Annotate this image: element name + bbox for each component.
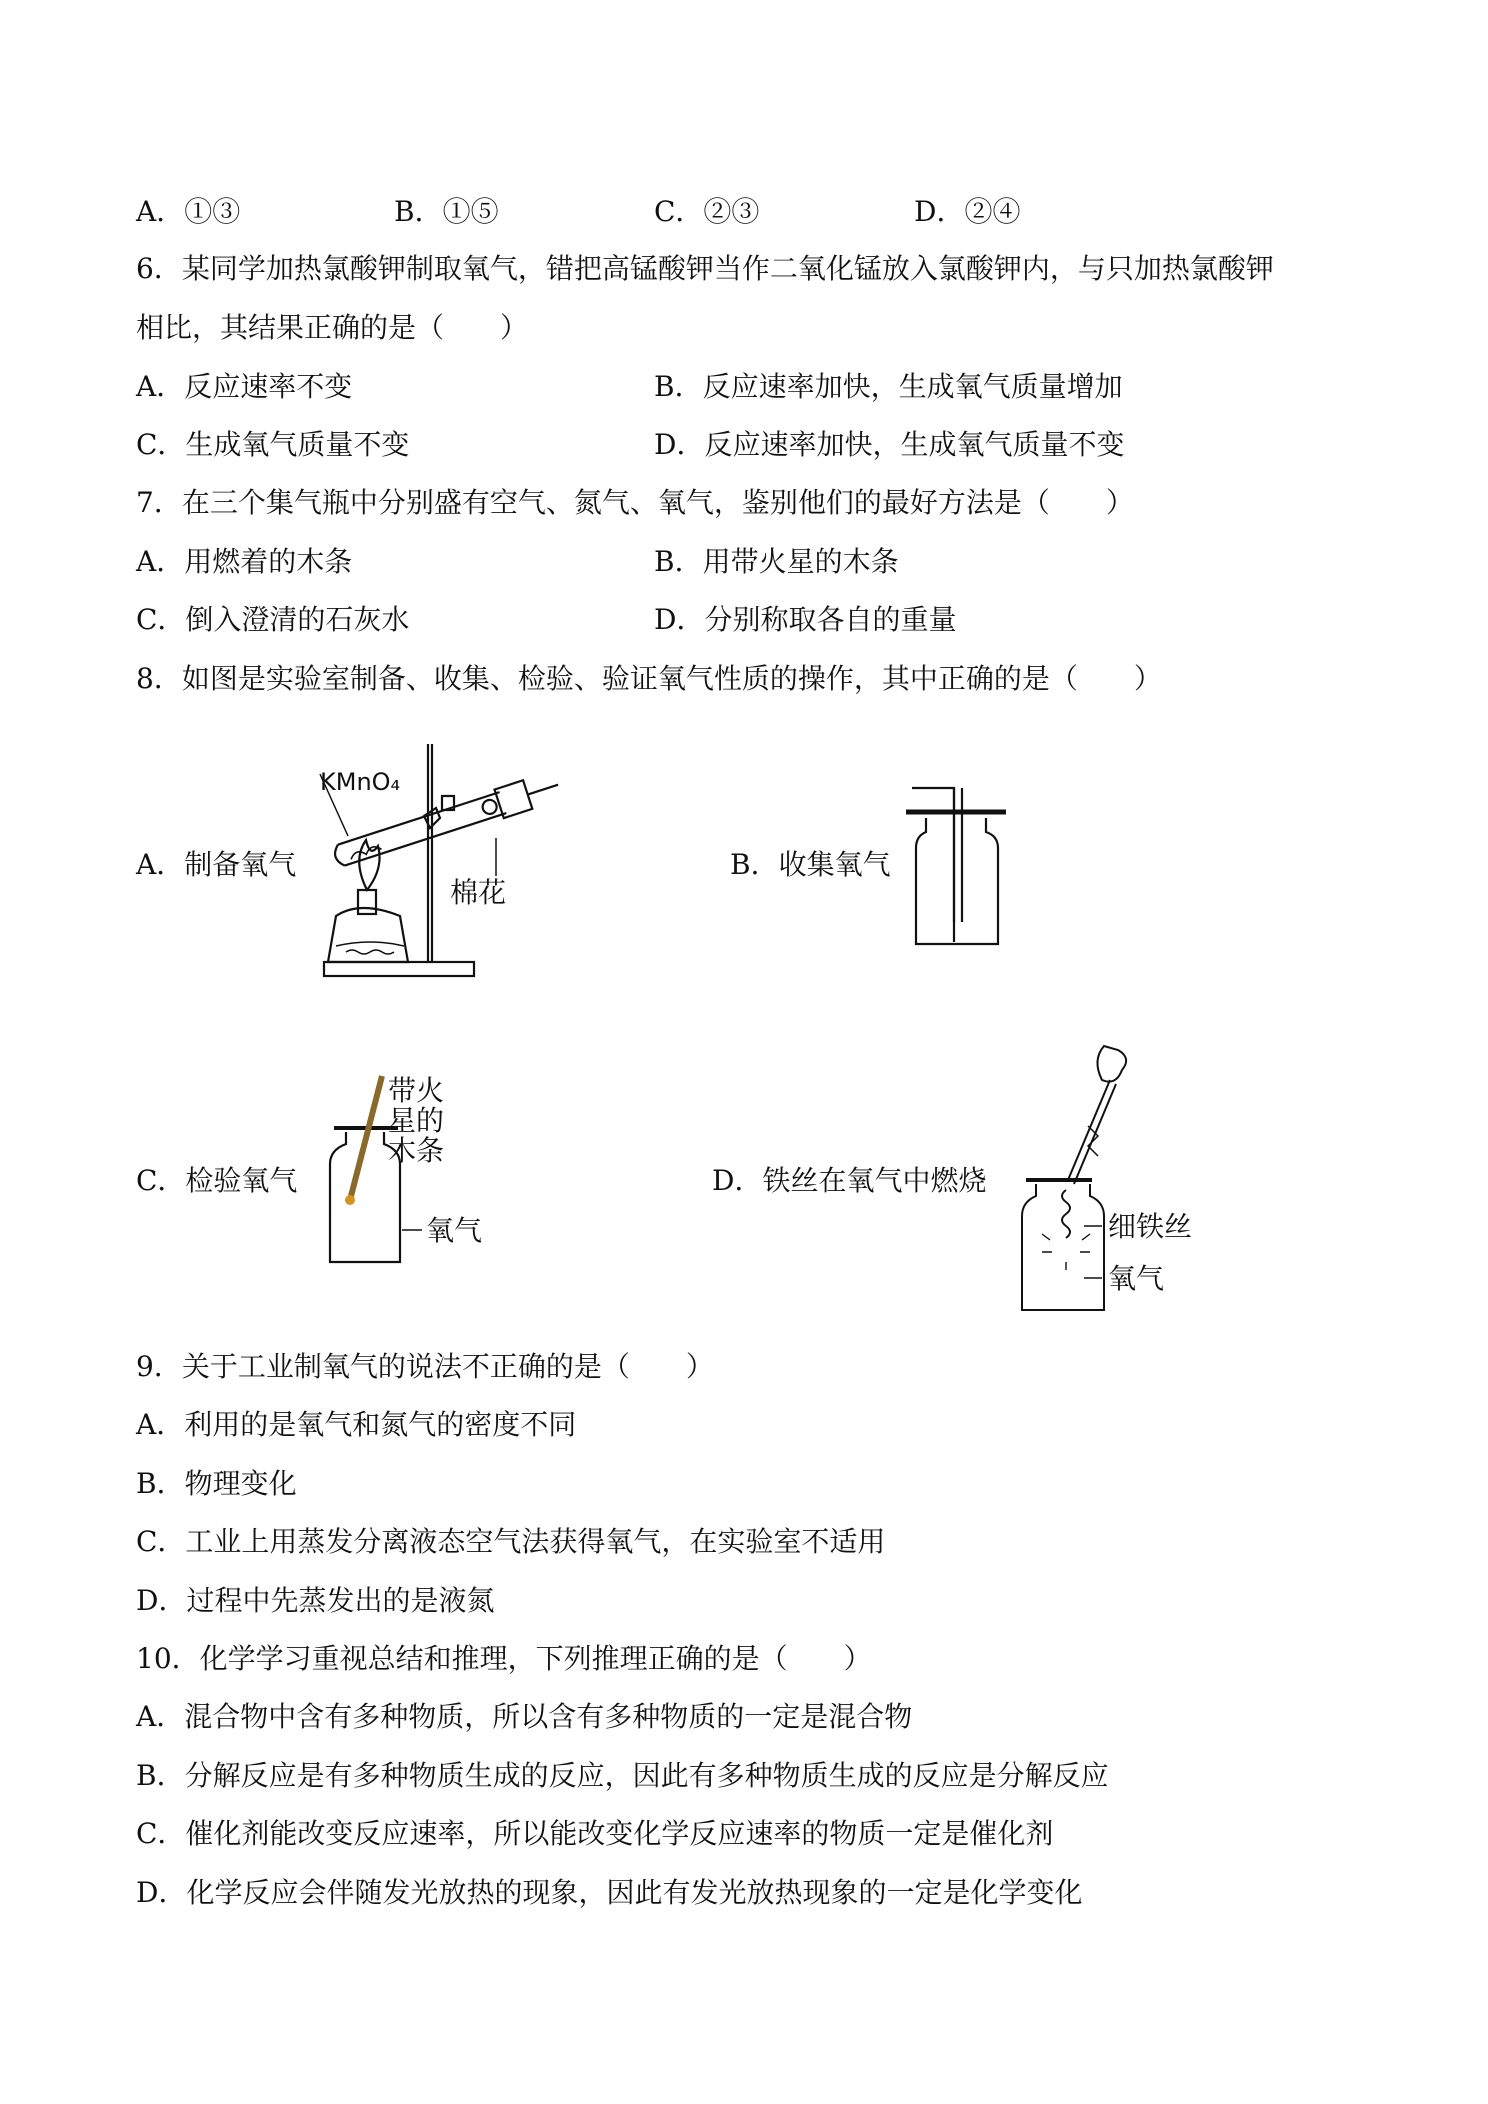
q6-option-a[interactable]: A．反应速率不变 bbox=[136, 370, 353, 403]
splint-label-3: 木条 bbox=[388, 1134, 445, 1167]
oxygen-label-c: 氧气 bbox=[426, 1214, 483, 1247]
q9-option-d[interactable]: D．过程中先蒸发出的是液氮 bbox=[136, 1584, 495, 1617]
lamp-wick-holder bbox=[358, 890, 376, 914]
q5-option-b[interactable]: B．①⑤ bbox=[394, 195, 499, 228]
q10-option-b[interactable]: B．分解反应是有多种物质生成的反应，因此有多种物质生成的反应是分解反应 bbox=[136, 1759, 1109, 1792]
test-tube bbox=[332, 792, 506, 867]
q6-option-c[interactable]: C．生成氧气质量不变 bbox=[136, 428, 410, 461]
sparks bbox=[1042, 1234, 1090, 1270]
q7-stem: 7．在三个集气瓶中分别盛有空气、氮气、氧气，鉴别他们的最好方法是（ ） bbox=[136, 486, 1134, 519]
q9-option-c[interactable]: C．工业上用蒸发分离液态空气法获得氧气，在实验室不适用 bbox=[136, 1525, 886, 1558]
iron-wire bbox=[1062, 1190, 1070, 1238]
q9-option-a[interactable]: A．利用的是氧气和氮气的密度不同 bbox=[136, 1408, 577, 1441]
splint-label-1: 带火 bbox=[388, 1074, 445, 1107]
q8-option-d[interactable]: D．铁丝在氧气中燃烧 bbox=[712, 1164, 987, 1197]
q5-option-c[interactable]: C．②③ bbox=[654, 195, 760, 228]
q7-option-c[interactable]: C．倒入澄清的石灰水 bbox=[136, 603, 410, 636]
kmno4-label: KMnO₄ bbox=[320, 768, 401, 796]
stand-base bbox=[324, 962, 474, 976]
stopper bbox=[495, 780, 533, 818]
q6-stem-line1: 6．某同学加热氯酸钾制取氧气，错把高锰酸钾当作二氧化锰放入氯酸钾内，与只加热氯酸钾 bbox=[136, 252, 1274, 285]
tongs bbox=[1068, 1080, 1116, 1184]
iron-wire-label: 细铁丝 bbox=[1108, 1210, 1193, 1243]
diagram-a-heating-apparatus bbox=[300, 740, 560, 990]
diagram-d-iron-wire-burning bbox=[1012, 1040, 1232, 1320]
q10-stem: 10．化学学习重视总结和推理，下列推理正确的是（ ） bbox=[136, 1642, 872, 1675]
q10-option-c[interactable]: C．催化剂能改变反应速率，所以能改变化学反应速率的物质一定是催化剂 bbox=[136, 1817, 1054, 1850]
q7-option-b[interactable]: B．用带火星的木条 bbox=[654, 545, 899, 578]
diagram-c-testing-oxygen bbox=[300, 1070, 500, 1270]
q6-option-b[interactable]: B．反应速率加快，生成氧气质量增加 bbox=[654, 370, 1123, 403]
q9-option-b[interactable]: B．物理变化 bbox=[136, 1467, 297, 1500]
q10-option-d[interactable]: D．化学反应会伴随发光放热的现象，因此有发光放热现象的一定是化学变化 bbox=[136, 1876, 1083, 1909]
gas-bottle bbox=[1022, 1184, 1104, 1310]
q8-option-c[interactable]: C．检验氧气 bbox=[136, 1164, 298, 1197]
q9-stem: 9．关于工业制氧气的说法不正确的是（ ） bbox=[136, 1350, 714, 1383]
q5-option-a[interactable]: A．①③ bbox=[136, 195, 241, 228]
q10-option-a[interactable]: A．混合物中含有多种物质，所以含有多种物质的一定是混合物 bbox=[136, 1700, 913, 1733]
q6-stem-line2: 相比，其结果正确的是（ ） bbox=[136, 311, 529, 344]
gas-bottle bbox=[916, 818, 998, 944]
cotton-label: 棉花 bbox=[450, 876, 507, 909]
oxygen-label-d: 氧气 bbox=[1108, 1262, 1165, 1295]
q8-stem: 8．如图是实验室制备、收集、检验、验证氧气性质的操作，其中正确的是（ ） bbox=[136, 662, 1162, 695]
q5-option-d[interactable]: D．②④ bbox=[914, 195, 1021, 228]
splint-label-2: 星的 bbox=[388, 1104, 445, 1137]
q8-option-b[interactable]: B．收集氧气 bbox=[730, 848, 891, 881]
glowing-splint bbox=[345, 1076, 382, 1205]
q7-option-a[interactable]: A．用燃着的木条 bbox=[136, 545, 353, 578]
hand-icon bbox=[1097, 1046, 1126, 1082]
q7-option-d[interactable]: D．分别称取各自的重量 bbox=[654, 603, 957, 636]
diagram-b-collection-bottle bbox=[906, 782, 1016, 952]
q8-option-a[interactable]: A．制备氧气 bbox=[136, 848, 297, 881]
q6-option-d[interactable]: D．反应速率加快，生成氧气质量不变 bbox=[654, 428, 1125, 461]
